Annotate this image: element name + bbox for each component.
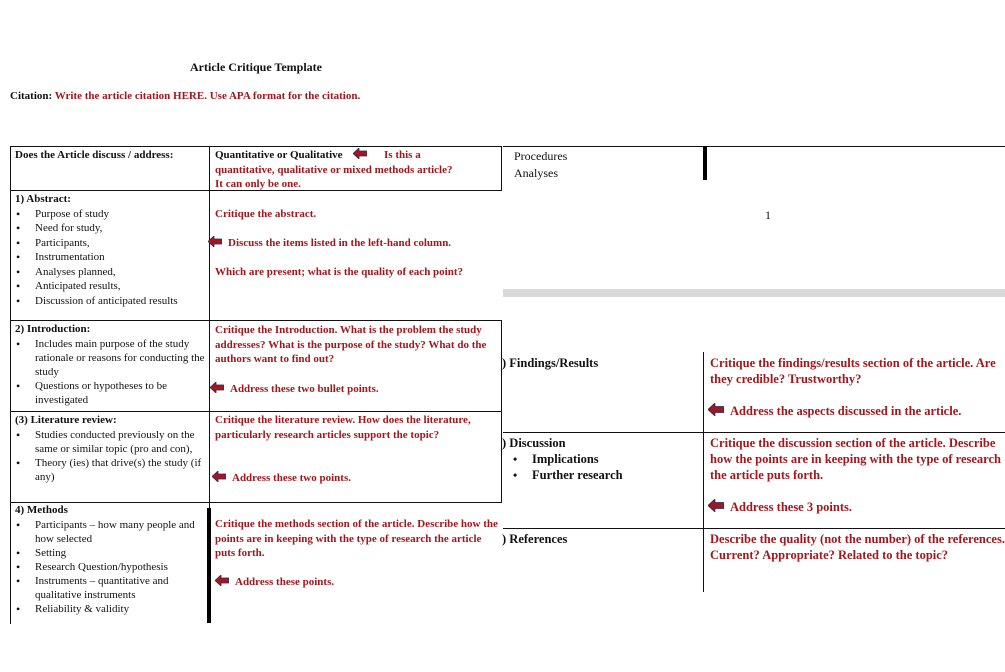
discussion-address [708, 499, 1005, 515]
introduction-heading: 2) Introduction: [15, 323, 91, 335]
citation-instruction: Write the article citation HERE. Use APA format for the citation. [54, 90, 361, 102]
analyses-label: Analyses [514, 166, 558, 180]
discussion-label: ) Discussion [502, 436, 566, 450]
header-right [215, 148, 500, 192]
list-item: • Research Question/hypothesis [15, 560, 205, 574]
left-arrow-icon [353, 148, 367, 159]
list-item: • Discussion of anticipated results [15, 294, 205, 309]
abstract-discuss [208, 236, 500, 251]
literature-critique: Critique the literature review. How does the literature, particularly research articles support the topic? [215, 414, 471, 441]
findings-critique: Critique the findings/results section of the article. Are they credible? Trustworthy? [710, 356, 996, 386]
methods-address [215, 575, 500, 590]
methods-critique: Critique the methods section of the article. Describe how the points are in keeping with the type of research the article puts forth. [215, 518, 498, 559]
references-label: ) References [502, 532, 568, 546]
list-item: • Purpose of study [15, 207, 205, 222]
left-arrow-icon [210, 382, 224, 393]
literature-address-text: Address these two points. [232, 472, 351, 484]
page-divider [503, 289, 1005, 297]
introduction-address-text: Address these two bullet points. [230, 383, 379, 395]
left-arrow-icon [708, 499, 724, 512]
literature-address [212, 471, 500, 486]
list-item: • Further research [502, 467, 702, 483]
list-item: • Participants – how many people and how selected [15, 518, 205, 546]
list-item: • Studies conducted previously on the same or similar topic (pro and con), [15, 428, 205, 456]
introduction-address [210, 382, 500, 397]
references-critique: Describe the quality (not the number) of the references. Current? Appropriate? Related to the topic? [710, 532, 1005, 562]
list-item: • Instrumentation [15, 250, 205, 265]
abstract-heading: 1) Abstract: [15, 193, 71, 205]
abstract-cell [15, 192, 205, 308]
left-arrow-icon [708, 403, 724, 416]
discussion-address-text: Address these 3 points. [730, 500, 853, 514]
abstract-discuss-text: Discuss the items listed in the left-hand column. [228, 237, 452, 249]
findings-address-text: Address the aspects discussed in the article. [730, 404, 962, 418]
literature-heading: (3) Literature review: [15, 414, 117, 426]
page-title: Article Critique Template [190, 60, 322, 74]
procedures-cell [514, 148, 694, 182]
citation-label: Citation: [10, 90, 53, 102]
left-arrow-icon [208, 236, 222, 247]
discussion-critique: Critique the discussion section of the article. Describe how the points are in keeping with the type of research the article puts forth. [710, 436, 1001, 482]
introduction-cell [15, 322, 205, 407]
list-item: • Implications [502, 451, 702, 467]
header-right-title: Quantitative or Qualitative [215, 149, 343, 161]
left-arrow-icon [215, 575, 229, 586]
introduction-critique: Critique the Introduction. What is the problem the study addresses? What is the purpose of the study? What do the authors want to find out? [215, 324, 487, 365]
findings-address [708, 403, 1005, 419]
header-question-1: Is this a [384, 149, 421, 161]
list-item: • Includes main purpose of the study rationale or reasons for conducting the study [15, 337, 205, 379]
methods-heading: 4) Methods [15, 504, 68, 516]
list-item: • Participants, [15, 236, 205, 251]
list-item: • Reliability & validity [15, 602, 205, 616]
methods-address-text: Address these points. [235, 576, 335, 588]
procedures-label: Procedures [514, 149, 568, 163]
list-item: • Questions or hypotheses to be investigated [15, 379, 205, 407]
list-item: • Theory (ies) that drive(s) the study (if any) [15, 456, 205, 484]
discussion-cell [502, 435, 702, 483]
header-question-2: quantitative, qualitative or mixed methods article? [215, 163, 453, 176]
list-item: • Setting [15, 546, 205, 560]
list-item: • Instruments – quantitative and qualitative instruments [15, 574, 205, 602]
page-number: 1 [765, 208, 771, 222]
literature-cell [15, 413, 205, 484]
citation-line [10, 90, 360, 102]
findings-label: ) Findings/Results [502, 356, 599, 370]
left-arrow-icon [212, 471, 226, 482]
header-left: Does the Article discuss / address: [15, 149, 174, 161]
methods-cell [15, 503, 205, 616]
abstract-quality: Which are present; what is the quality of each point? [215, 266, 464, 278]
list-item: • Anticipated results, [15, 279, 205, 294]
list-item: • Analyses planned, [15, 265, 205, 280]
header-question-3: It can only be one. [215, 178, 301, 190]
list-item: • Need for study, [15, 221, 205, 236]
abstract-critique: Critique the abstract. [215, 208, 317, 220]
